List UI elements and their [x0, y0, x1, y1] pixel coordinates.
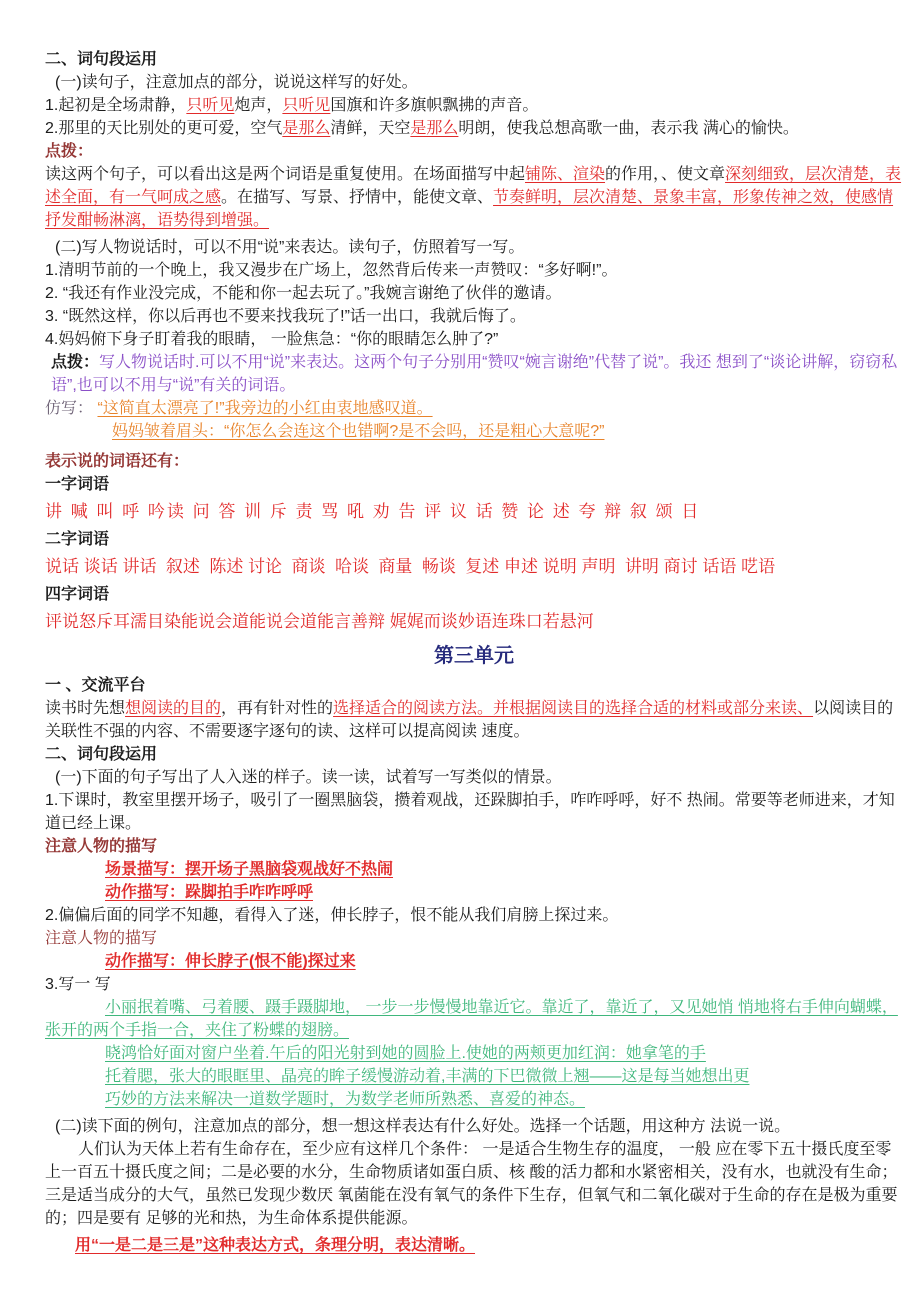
text-run: 二字词语 — [45, 531, 110, 548]
one-char-words — [45, 499, 903, 525]
text-run: 的作用，、使文章 — [605, 166, 726, 183]
document-body — [45, 48, 903, 1257]
text-run: 读这两个句子，可以看出这是两个词语是重复使用。在场面描写中起 — [45, 166, 526, 183]
heading-unit2-wordusage — [45, 48, 903, 71]
say-words-heading — [45, 450, 903, 473]
task-2-intro — [45, 236, 903, 259]
text-run: 1.清明节前的一个晚上，我又漫步在广场上，忽然背后传来一声赞叹：“多好啊!”。 — [45, 262, 618, 279]
action-desc-1 — [105, 881, 903, 904]
text-run: 明朗，使我总想高歌一曲，表示我 满心的愉快。 — [458, 120, 799, 137]
student-writing-2b — [105, 1065, 903, 1088]
text-run: 2.偏偏后面的同学不知趣，看得入了迷，伸长脖子，恨不能从我们肩膀上探过来。 — [45, 907, 619, 924]
two-char-words — [45, 554, 903, 580]
text-run: 二、词句段运用 — [45, 51, 158, 68]
unit3-example-1 — [45, 789, 903, 835]
text-run: 小丽抿着嘴、弓着腰、蹑手蹑脚地， 一步一步慢慢地靠近它。靠近了，靠近了，又见她悄 悄地将右手伸向蝴蝶，张开的两个手指一合，夹住了粉蝶的翅膀。 — [45, 999, 898, 1039]
quote-sentence-3 — [45, 305, 903, 328]
text-run: 第三单元 — [434, 645, 514, 667]
text-run: 巧妙的方法来解决一道数学题时，为数学老师所熟悉、喜爱的神态。 — [105, 1091, 586, 1108]
task-1-intro — [45, 71, 903, 94]
text-run: 点拨： — [51, 354, 100, 371]
write-practice-label — [45, 973, 903, 996]
text-run: 是那么 — [410, 120, 459, 137]
text-run: 深刻细致，层次清楚，表述全面，有一气呵成之感 — [45, 166, 902, 206]
text-run: 表示说的词语还有： — [45, 453, 190, 470]
reading-advice — [45, 697, 903, 743]
note-figure-desc-2 — [45, 927, 903, 950]
text-run: 3. “既然这样，你以后再也不要来找我玩了!”话一出口，我就后悔了。 — [45, 308, 526, 325]
text-run: 注意人物的描写 — [45, 838, 158, 855]
text-run: (一)下面的句子写出了人入迷的样子。读一读，试着写一写类似的情景。 — [55, 769, 562, 786]
text-run: 节奏鲜明，层次清楚、景象丰富，形象传神之效，使感情抒发酣畅淋漓，语势得到增强。 — [45, 189, 894, 229]
text-run: 一字词语 — [45, 476, 110, 493]
text-run: 人们认为天体上若有生命存在，至少应有这样几个条件： 一是适合生物生存的温度， 一般 应在零下五十摄氏度至零上一百五十摄氏度之间；二是必要的水分，生命物质诸如蛋白质、核 酸的活力都和水紧密相关，没有水，也就没有生命；三是适当成分的大气，虽然已发现少数厌 氧菌能在没有氧气的条件下生存，但氧气和二氧化碳对于生命的存在是极为重要的；四是要有 足够的光和热，为生命体系提供能源。 — [45, 1141, 898, 1227]
text-run: 2.那里的天比别处的更可爱，空气 — [45, 120, 283, 137]
text-run: 读书时先想 — [45, 700, 126, 717]
unit3-task1-intro — [45, 766, 903, 789]
unit3-task2-intro — [45, 1115, 903, 1138]
text-run: ，再有针对性的 — [221, 700, 334, 717]
text-run: 仿写： — [45, 400, 94, 417]
text-run: “这简直太漂亮了!”我旁边的小红由衷地感叹道。 — [97, 400, 433, 417]
heading-unit3-exchange — [45, 674, 903, 697]
text-run: 四字词语 — [45, 586, 110, 603]
example-sentence-2 — [45, 117, 903, 140]
quote-sentence-4 — [45, 328, 903, 351]
student-writing-2a — [105, 1042, 903, 1065]
text-run: 只听见 — [282, 97, 331, 114]
text-run: 动作描写：伸长脖子(恨不能)探过来 — [105, 953, 356, 970]
text-run: 晓鸿恰好面对窗户坐着.午后的阳光射到她的圆脸上.使她的两颊更加红润：她拿笔的手 — [105, 1045, 706, 1062]
text-run: 二、词句段运用 — [45, 746, 158, 763]
quote-sentence-1 — [45, 259, 903, 282]
two-char-words-label — [45, 528, 903, 551]
fangxie-example-1 — [45, 397, 903, 420]
text-run: 铺陈、渲染 — [525, 166, 606, 183]
text-run: 托着腮，张大的眼眶里、晶亮的眸子缓慢游动着,丰满的下巴微微上翘——这是每当她想出更 — [105, 1068, 750, 1085]
example-passage-life — [45, 1138, 903, 1230]
unit3-title — [45, 642, 903, 670]
unit3-example-2 — [45, 904, 903, 927]
text-run: 是那么 — [282, 120, 331, 137]
text-run: 写人物说话时.可以不用“说”来表达。这两个句子分别用“赞叹“婉言谢绝”代替了说”。我还 想到了“谈论讲解，窃窃私语”,也可以不用与“说”有关的词语。 — [51, 354, 898, 394]
text-run: 1.起初是全场肃静， — [45, 97, 187, 114]
four-char-words-label — [45, 583, 903, 606]
text-run: 选择适合的阅读方法。并根据阅读目的选择合适的材料或部分来读、 — [333, 700, 814, 717]
note-figure-desc-1 — [45, 835, 903, 858]
text-run: 只听见 — [186, 97, 235, 114]
text-run: 想阅读的目的 — [125, 700, 222, 717]
text-run: 国旗和许多旗帜飘拂的声音。 — [330, 97, 539, 114]
four-char-words — [45, 609, 903, 635]
student-writing-1 — [45, 996, 903, 1042]
dianbo-heading — [45, 140, 903, 163]
text-run: 说话 谈话 讲话 叙述 陈述 讨论 商谈 哈谈 商量 畅谈 复述 申述 说明 声明 讲明 商讨 话语 呓语 — [45, 557, 776, 576]
action-desc-2 — [105, 950, 903, 973]
quote-sentence-2 — [45, 282, 903, 305]
text-run: 炮声， — [234, 97, 283, 114]
dianbo-answer — [45, 351, 903, 397]
text-run: 2. “我还有作业没完成，不能和你一起去玩了。”我婉言谢绝了伙伴的邀请。 — [45, 285, 562, 302]
text-run: 3.写一 写 — [45, 976, 111, 993]
text-run: 评说怒斥耳濡目染能说会道能说会道能言善辩 娓娓而谈妙语连珠口若悬河 — [45, 612, 594, 631]
example-sentence-1 — [45, 94, 903, 117]
text-run: 用“一是二是三是”这种表达方式，条理分明，表达清晰。 — [75, 1237, 476, 1254]
text-run: 。在描写、写景、抒情中，能使文章、 — [221, 189, 494, 206]
text-run: 讲 喊 叫 呼 吟读 问 答 训 斥 责 骂 吼 劝 告 评 议 话 赞 论 述 夸 辩 叙 颂 日 — [45, 502, 701, 521]
text-run: 场景描写：摆开场子黑脑袋观战好不热闹 — [105, 861, 394, 878]
text-run: 以阅读目的关联性不强的内容、不需要逐字逐句的读、这样可以提高阅读 速度。 — [45, 700, 894, 740]
summary-note — [75, 1234, 903, 1257]
student-writing-2c — [105, 1088, 903, 1111]
dianbo-analysis — [45, 163, 903, 232]
text-run: 1.下课时，教室里摆开场子，吸引了一圈黑脑袋，攒着观战，还跺脚拍手，咋咋呼呼，好不 热闹。常要等老师进来，才知道已经上课。 — [45, 792, 895, 832]
text-run: 4.妈妈俯下身子盯着我的眼睛， 一脸焦急：“你的眼睛怎么肿了?” — [45, 331, 499, 348]
scene-desc — [105, 858, 903, 881]
text-run: (一)读句子，注意加点的部分，说说这样写的好处。 — [55, 74, 418, 91]
text-run: (二)写人物说话时，可以不用“说”来表达。读句子，仿照着写一写。 — [55, 239, 525, 256]
text-run: 点拨： — [45, 143, 94, 160]
text-run: 注意人物的描写 — [45, 930, 158, 947]
one-char-words-label — [45, 473, 903, 496]
text-run: 动作描写：跺脚拍手咋咋呼呼 — [105, 884, 314, 901]
text-run: 妈妈皱着眉头：“你怎么会连这个也错啊?是不会吗，还是粗心大意呢?” — [112, 423, 605, 440]
fangxie-example-2 — [112, 420, 903, 443]
text-run: (二)读下面的例句，注意加点的部分，想一想这样表达有什么好处。选择一个话题，用这种方 法说一说。 — [55, 1118, 791, 1135]
text-run: 一 、交流平台 — [45, 677, 146, 694]
heading-unit3-wordusage — [45, 743, 903, 766]
text-run: 清鲜，天空 — [330, 120, 411, 137]
